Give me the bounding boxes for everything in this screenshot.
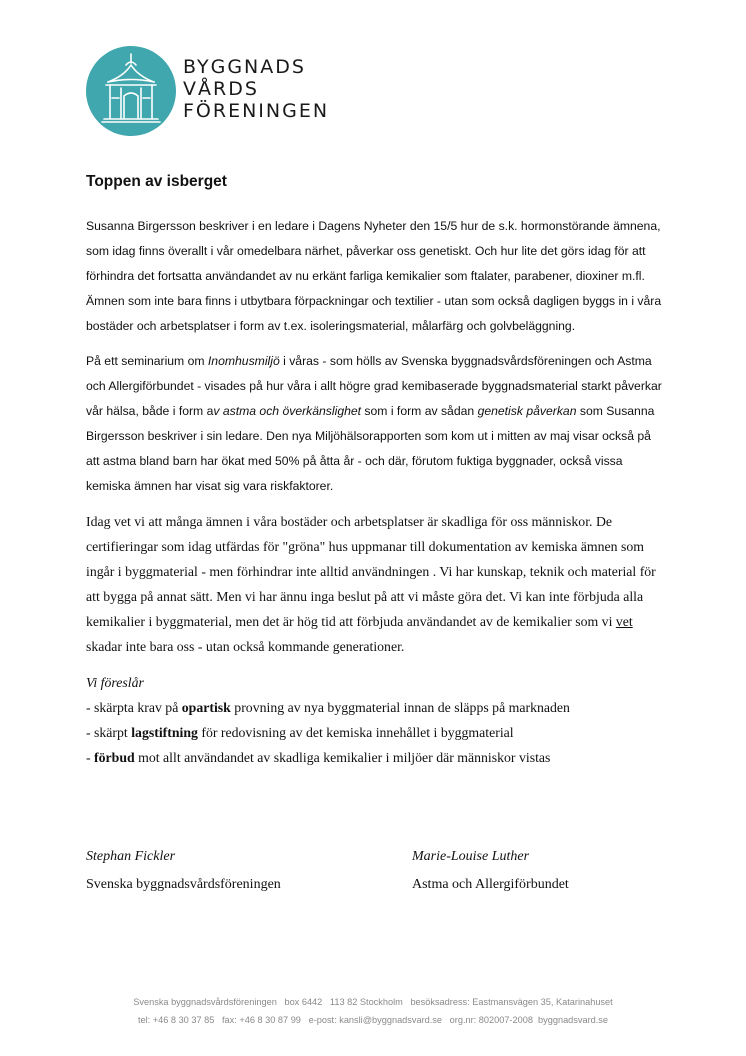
logo-line: BYGGNADS (183, 56, 306, 78)
signature-org: Astma och Allergiförbundet (412, 877, 569, 892)
proposals-heading (86, 670, 666, 695)
strong: lagstiftning (131, 725, 198, 740)
text-span: På ett seminarium om (86, 354, 208, 368)
list-item (86, 720, 666, 745)
logo-line: VÅRDS (183, 78, 259, 100)
text-span: - (86, 750, 95, 765)
paragraph-3 (86, 509, 666, 659)
strong: förbud (94, 750, 135, 765)
text-span: skadar inte bara oss - utan också kommande generationer. (86, 639, 405, 654)
footer-contact: tel: +46 8 30 37 85 fax: +46 8 30 87 99 e-post: kansli@byggnadsvard.se org.nr: 802007-2008 byggnadsvard.se (137, 1015, 609, 1025)
emphasis: v astma och överkänslighet (213, 404, 362, 418)
underlined-word: vet (615, 614, 633, 629)
text-span: som Susanna Birgersson beskriver i sin ledare. Den nya Miljöhälsorapporten som kom ut i mitten av maj visar också på att astma bland barn har ökat med 50% på åtta år - och där, förutom fuktiga byggnader, också vissa kemiska ämnen har visat sig vara riskfaktorer. (86, 404, 655, 493)
proposals (86, 670, 666, 770)
organization-logo (86, 46, 330, 140)
page-footer (0, 993, 746, 1029)
text-span: mot allt användandet av skadliga kemikalier i miljöer där människor vistas (134, 750, 551, 765)
text-span: för redovisning av det kemiska innehållet i byggmaterial (197, 725, 514, 740)
footer-address: Svenska byggnadsvårdsföreningen box 6442 113 82 Stockholm besöksadress: Eastmansvägen 35, Katarinahuset (133, 997, 613, 1007)
text-span: provning av nya byggmaterial innan de släpps på marknaden (230, 700, 570, 715)
signature-left (86, 844, 281, 898)
article-body (86, 170, 666, 770)
pavilion-icon (86, 46, 176, 136)
text-span: Idag vet vi att många ämnen i våra bostäder och arbetsplatser är skadliga för oss människor. De certifieringar som idag utfärdas för "gröna" hus uppmanar till dokumentation av kemiska ämnen som ingår i byggmaterial - men förhindrar inte alltid användningen . Vi har kunskap, teknik och material för att bygga på annat sätt. Men vi har ännu inga beslut på att vi måste göra det. Vi kan inte förbjuda alla kemikalier i byggmaterial, men det är hög tid att förbjuda användandet av de kemikalier som vi (86, 514, 656, 629)
signature-name: Stephan Fickler (86, 849, 176, 864)
list-item (86, 745, 666, 770)
logo-line: FÖRENINGEN (183, 100, 330, 122)
list-item (86, 695, 666, 720)
article-title: Toppen av isberget (86, 173, 227, 190)
signature-right (412, 844, 569, 898)
logo-wordmark (183, 56, 329, 122)
emphasis: Vi föreslår (86, 675, 144, 690)
signature-org: Svenska byggnadsvårdsföreningen (86, 877, 281, 892)
signature-name: Marie-Louise Luther (412, 849, 530, 864)
text-span: - skärpt (86, 725, 132, 740)
text-span: - skärpta krav på (86, 700, 182, 715)
paragraph-1: Susanna Birgersson beskriver i en ledare i Dagens Nyheter den 15/5 hur de s.k. hormonstörande ämnena, som idag finns överallt i vår omedelbara närhet, påverkar oss genetiskt. Och hur lite det görs idag för att förhindra det fortsatta användandet av nu erkänt farliga kemikalier som ftalater, parabener, dioxiner m.fl. Ämnen som inte bara finns i utbytbara förpackningar och textilier - utan som också dagligen byggs in i våra bostäder och arbetsplatser i form av t.ex. isoleringsmaterial, målarfärg och golvbeläggning. (86, 219, 662, 333)
text-span: i våras - som hölls av Svenska byggnadsvårdsföreningen och Astma och Allergiförbundet - visades på hur våra i allt högre grad kemibaserade byggnadsmaterial starkt påverkar vår hälsa, både i form a (86, 354, 662, 418)
paragraph-2 (86, 349, 666, 499)
text-span: som i form av sådan (361, 404, 478, 418)
strong: opartisk (181, 700, 231, 715)
emphasis: genetisk påverkan (477, 404, 577, 418)
emphasis: Inomhusmiljö (207, 354, 280, 368)
